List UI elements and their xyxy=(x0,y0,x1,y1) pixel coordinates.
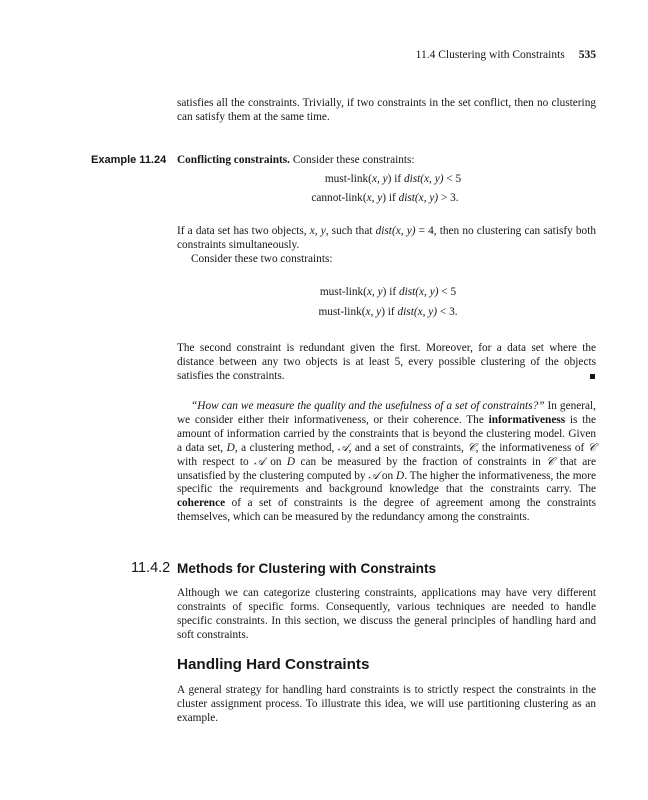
running-head xyxy=(360,49,596,63)
section-number: 11.4.2 xyxy=(131,560,171,576)
example-label: Example 11.24 xyxy=(91,154,167,166)
example-intro-text: Consider these constraints: xyxy=(292,154,415,166)
example-paragraph-b: Consider these two constraints: xyxy=(191,253,333,265)
page-number: 535 xyxy=(578,49,596,61)
section-title: Methods for Clustering with Constraints xyxy=(177,561,437,576)
equation-must-link-2: must-link(x, y) if dist(x, y) < 5 xyxy=(319,286,457,298)
term-informativeness: informativeness xyxy=(488,413,566,426)
example-title: Conflicting constraints. xyxy=(177,154,290,166)
example-intro xyxy=(177,154,596,168)
quality-paragraph: “How can we measure the quality and the usefulness of a set of constraints?” In general, we consider either their informativeness, or their coherence. The informativeness is the amount of information carried by the constraints that is beyond the clustering model. Given a data set, D, a clustering method, 𝒜, and a set of constraints, 𝒞, the informativeness of 𝒞 with respect to 𝒜 on D can be measured by the fraction of constraints in 𝒞 that are unsatisfied by the clustering computed by 𝒜 on D. The higher the informativeness, the more specific the requirements and background knowledge that the constraints carry. The coherence of a set of constraints is the degree of agreement among the constraints themselves, which can be measured by the redundancy among the constraints. xyxy=(177,400,596,524)
end-of-example-mark xyxy=(590,374,595,379)
question: “How can we measure the quality and the usefulness of a set of constraints?” xyxy=(191,400,545,412)
term-coherence: coherence xyxy=(177,497,226,510)
running-head-section: 11.4 Clustering with Constraints xyxy=(415,49,565,61)
paragraph-continuation: satisfies all the constraints. Trivially, if two constraints in the set conflict, then no clustering can satisfy them at the same time. xyxy=(177,97,596,123)
equation-cannot-link: cannot-link(x, y) if dist(x, y) > 3. xyxy=(311,192,459,204)
equation-must-link-3: must-link(x, y) if dist(x, y) < 3. xyxy=(318,306,458,318)
subsection-title: Handling Hard Constraints xyxy=(177,656,370,673)
subsection-paragraph: A general strategy for handling hard constraints is to strictly respect the constraints in the cluster assignment process. To illustrate this idea, we will use partitioning clustering as an example. xyxy=(177,684,596,724)
example-paragraph-c: The second constraint is redundant given the first. Moreover, for a data set where the distance between any two objects is at least 5, every possible clustering of the objects satisfies the constraints. xyxy=(177,342,596,382)
equation-must-link-1: must-link(x, y) if dist(x, y) < 5 xyxy=(324,173,462,185)
section-paragraph: Although we can categorize clustering constraints, applications may have very different constraints of specific forms. Consequently, various techniques are needed to handle specific constraints. In this section, we discuss the general principles of handling hard and soft constraints. xyxy=(177,587,596,641)
example-paragraph-a: If a data set has two objects, x, y, such that dist(x, y) = 4, then no clustering can satisfy both constraints simultaneously. xyxy=(177,225,596,251)
